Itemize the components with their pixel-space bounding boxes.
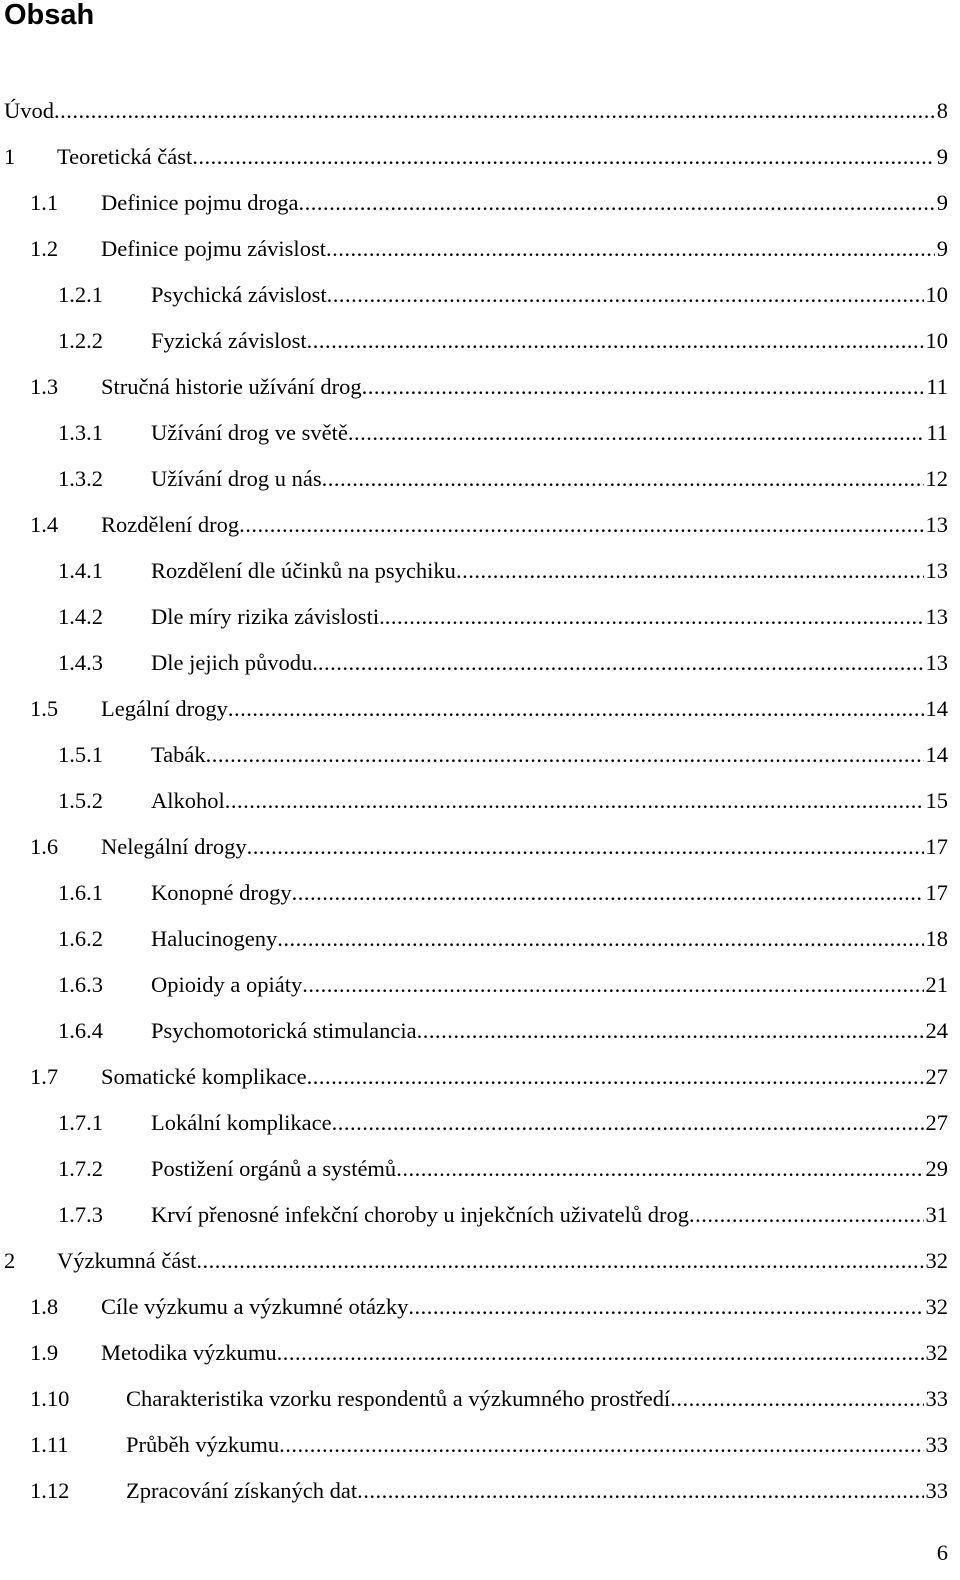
toc-entry-number: 1.6.2: [58, 926, 103, 951]
toc-dot-leader: [247, 834, 924, 860]
toc-entry[interactable]: [30, 1422, 948, 1468]
toc-entry-title: Nelegální drogy: [101, 834, 247, 859]
toc-entry-page: 33: [925, 1432, 948, 1457]
toc-entry-number: 1.2.2: [58, 328, 103, 353]
toc-entry-number: 1.4.1: [58, 558, 103, 583]
toc-entry-title: Psychická závislost: [151, 282, 327, 307]
toc-entry-page: 13: [925, 558, 948, 583]
toc-entry[interactable]: [30, 180, 948, 226]
toc-dot-leader: [408, 1294, 923, 1320]
toc-entry[interactable]: [30, 686, 948, 732]
toc-entry-page: 9: [936, 144, 948, 169]
toc-dot-leader: [326, 236, 935, 262]
toc-entry-page: 32: [925, 1340, 948, 1365]
toc-entry[interactable]: [30, 1284, 948, 1330]
toc-entry[interactable]: [58, 732, 948, 778]
toc-entry-title: Užívání drog ve světě: [151, 420, 348, 445]
toc-entry-number: 1.12: [30, 1478, 70, 1503]
toc-entry[interactable]: [58, 1100, 948, 1146]
toc-entry[interactable]: [4, 134, 948, 180]
toc-entry-page: 33: [925, 1386, 948, 1411]
toc-entry-number: 1.6.1: [58, 880, 103, 905]
toc-entry-page: 11: [926, 374, 948, 399]
toc-entry-number: 1.6: [30, 834, 59, 859]
toc-entry-title: Halucinogeny: [151, 926, 278, 951]
toc-dot-leader: [362, 374, 925, 400]
toc-dot-leader: [292, 880, 924, 906]
toc-entry-title: Cíle výzkumu a výzkumné otázky: [101, 1294, 409, 1319]
toc-entry-page: 10: [925, 328, 948, 353]
toc-entry-title: Definice pojmu droga: [101, 190, 299, 215]
toc-entry-number: 1.7.3: [58, 1202, 103, 1227]
toc-dot-leader: [307, 328, 924, 354]
toc-dot-leader: [277, 1340, 924, 1366]
toc-entry[interactable]: [30, 824, 948, 870]
toc-entry[interactable]: [58, 1008, 948, 1054]
toc-entry-title: Definice pojmu závislost: [101, 236, 326, 261]
toc-entry-page: 32: [925, 1248, 948, 1273]
toc-dot-leader: [417, 1018, 924, 1044]
toc-entry-number: 1.4.2: [58, 604, 103, 629]
toc-entry-title: Lokální komplikace: [151, 1110, 332, 1135]
toc-dot-leader: [228, 696, 924, 722]
toc-dot-leader: [385, 604, 924, 630]
toc-entry-title: Legální drogy: [101, 696, 228, 721]
toc-entry-number: 1.1: [30, 190, 59, 215]
toc-entry-page: 13: [925, 650, 948, 675]
page-number: 6: [936, 1540, 948, 1565]
toc-entry[interactable]: [58, 640, 948, 686]
toc-entry-page: 17: [925, 834, 948, 859]
toc-entry[interactable]: [58, 778, 948, 824]
toc-entry-title: Dle jejich původu.: [151, 650, 318, 675]
toc-entry-page: 10: [925, 282, 948, 307]
toc-entry[interactable]: [58, 318, 948, 364]
toc-entry-title: Průběh výzkumu: [126, 1432, 280, 1457]
toc-dot-leader: [396, 1156, 923, 1182]
toc-entry-number: 1.3: [30, 374, 59, 399]
toc-entry-page: 8: [936, 98, 948, 123]
toc-entry-number: 1.4.3: [58, 650, 103, 675]
toc-entry[interactable]: [4, 88, 948, 134]
toc-entry-title: Rozdělení drog: [101, 512, 240, 537]
toc-entry-number: 1.7.1: [58, 1110, 103, 1135]
toc-entry[interactable]: [58, 1192, 948, 1238]
toc-entry-page: 9: [936, 190, 948, 215]
toc-dot-leader: [277, 926, 923, 952]
toc-entry-title: Konopné drogy: [151, 880, 292, 905]
toc-entry-title: Zpracování získaných dat: [126, 1478, 358, 1503]
toc-entry-title: Fyzická závislost: [151, 328, 307, 353]
toc-entry-number: 1.6.4: [58, 1018, 103, 1043]
toc-entry-page: 33: [925, 1478, 948, 1503]
toc-entry[interactable]: [58, 916, 948, 962]
toc-entry-title: Opioidy a opiáty: [151, 972, 303, 997]
toc-entry-title: Postižení orgánů a systémů: [151, 1156, 397, 1181]
toc-entry-title: Charakteristika vzorku respondentů a výzkumného prostředí: [126, 1386, 671, 1411]
toc-entry-page: 14: [925, 696, 948, 721]
toc-entry-number: 1.3.2: [58, 466, 103, 491]
toc-entry-number: 1.3.1: [58, 420, 103, 445]
toc-entry-page: 9: [936, 236, 948, 261]
toc-entry-number: 1.9: [30, 1340, 59, 1365]
toc-entry-page: 13: [925, 512, 948, 537]
toc-entry-page: 13: [925, 604, 948, 629]
toc-entry[interactable]: [30, 1468, 948, 1514]
toc-dot-leader: [298, 190, 934, 216]
toc-dot-leader: [192, 144, 935, 170]
toc-dot-leader: [239, 512, 923, 538]
toc-entry[interactable]: [58, 548, 948, 594]
page-title: Obsah: [4, 0, 95, 31]
toc-dot-leader: [318, 650, 924, 676]
toc-entry-number: 1.5.1: [58, 742, 103, 767]
toc-entry-title: Somatické komplikace: [101, 1064, 307, 1089]
toc-entry-page: 18: [925, 926, 948, 951]
toc-dot-leader: [357, 1478, 923, 1504]
toc-dot-leader: [279, 1432, 923, 1458]
toc-entry-page: 14: [925, 742, 948, 767]
toc-entry-title: Metodika výzkumu: [101, 1340, 277, 1365]
toc-entry-number: 1.7.2: [58, 1156, 103, 1181]
toc-entry[interactable]: [30, 1054, 948, 1100]
toc-entry-page: 27: [925, 1064, 948, 1089]
toc-entry[interactable]: [58, 1146, 948, 1192]
toc-entry-number: 1.7: [30, 1064, 59, 1089]
toc-dot-leader: [206, 742, 924, 768]
toc-entry[interactable]: [30, 1376, 948, 1422]
toc-dot-leader: [225, 788, 924, 814]
toc-entry[interactable]: [30, 226, 948, 272]
toc-entry-title: Užívání drog u nás: [151, 466, 322, 491]
toc-entry[interactable]: [30, 502, 948, 548]
toc-dot-leader: [307, 1064, 924, 1090]
toc-entry-title: Stručná historie užívání drog: [101, 374, 362, 399]
toc-entry-number: 2: [4, 1248, 16, 1273]
toc-dot-leader: [302, 972, 923, 998]
toc-dot-leader: [670, 1386, 923, 1412]
toc-entry-title: Teoretická část: [57, 144, 193, 169]
toc-entry[interactable]: [58, 594, 948, 640]
toc-entry[interactable]: [58, 962, 948, 1008]
toc-entry-number: 1: [4, 144, 16, 169]
toc-dot-leader: [322, 466, 924, 492]
toc-entry-number: 1.5: [30, 696, 59, 721]
toc-entry-title: Dle míry rizika závislosti.: [151, 604, 385, 629]
toc-entry-number: 1.5.2: [58, 788, 103, 813]
toc-entry-page: 31: [925, 1202, 948, 1227]
toc-entry-number: 1.6.3: [58, 972, 103, 997]
toc-entry-title: Rozdělení dle účinků na psychiku: [151, 558, 456, 583]
toc-dot-leader: [689, 1202, 924, 1228]
toc-dot-leader: [54, 98, 935, 124]
toc-entry-page: 11: [926, 420, 948, 445]
toc-entry-page: 29: [925, 1156, 948, 1181]
toc-entry[interactable]: [58, 272, 948, 318]
toc-entry-page: 12: [925, 466, 948, 491]
toc-dot-leader: [327, 282, 924, 308]
toc-entry-number: 1.2.1: [58, 282, 103, 307]
toc-entry-page: 24: [925, 1018, 948, 1043]
toc-entry-title: Psychomotorická stimulancia: [151, 1018, 417, 1043]
toc-dot-leader: [196, 1248, 923, 1274]
toc-dot-leader: [332, 1110, 924, 1136]
toc-entry-page: 32: [925, 1294, 948, 1319]
toc-entry-number: 1.4: [30, 512, 59, 537]
toc-entry-number: 1.11: [30, 1432, 69, 1457]
toc-entry[interactable]: [58, 870, 948, 916]
toc-entry[interactable]: [58, 410, 948, 456]
toc-entry-page: 15: [925, 788, 948, 813]
toc-entry-number: 1.8: [30, 1294, 59, 1319]
toc-entry-title: Tabák: [151, 742, 206, 767]
toc-entry[interactable]: [30, 1330, 948, 1376]
toc-entry-title: Úvod: [4, 98, 54, 123]
toc-dot-leader: [456, 558, 924, 584]
toc-entry-page: 21: [925, 972, 948, 997]
toc-entry-page: 27: [925, 1110, 948, 1135]
toc-entry-page: 17: [925, 880, 948, 905]
toc-entry[interactable]: [58, 456, 948, 502]
toc-entry-number: 1.10: [30, 1386, 70, 1411]
toc-entry-title: Krví přenosné infekční choroby u injekčních uživatelů drog: [151, 1202, 689, 1227]
toc-dot-leader: [348, 420, 925, 446]
toc-entry-title: Alkohol: [151, 788, 225, 813]
toc-entry-number: 1.2: [30, 236, 59, 261]
toc-entry[interactable]: [30, 364, 948, 410]
toc-entry-title: Výzkumná část: [57, 1248, 197, 1273]
toc-entry[interactable]: [4, 1238, 948, 1284]
